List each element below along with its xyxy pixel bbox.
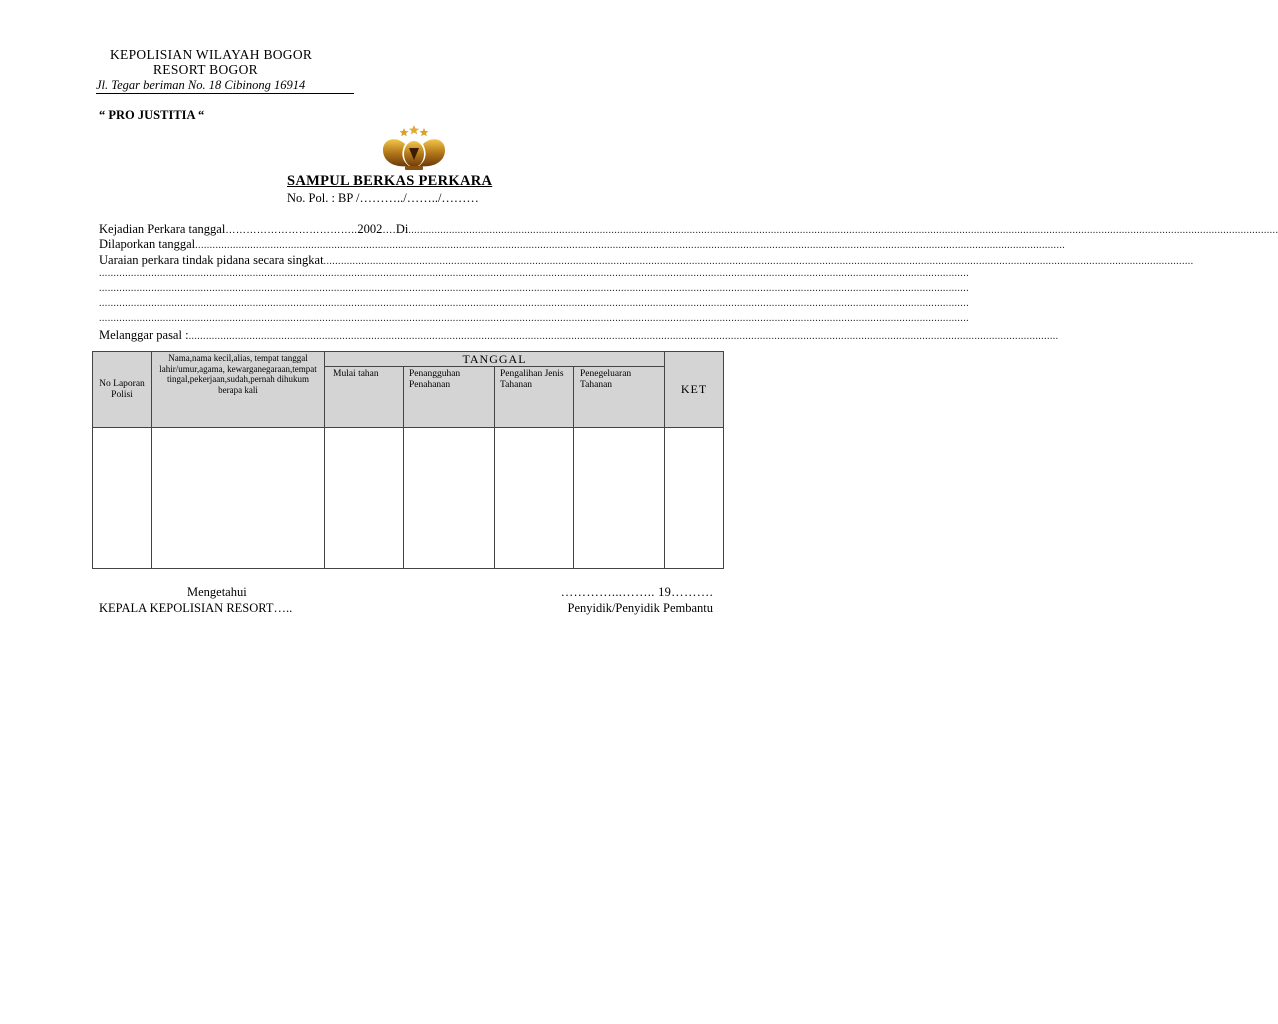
dilaporkan-line (99, 237, 1066, 252)
mengetahui-label: Mengetahui (187, 585, 247, 599)
police-number-line: No. Pol. : BP /………../……../……… (287, 191, 479, 205)
uraian-label: Uaraian perkara tindak pidana secara singkat (99, 253, 324, 267)
header-pengeluaran: Penegeluaran Tahanan (574, 367, 665, 428)
uraian-line-4 (99, 298, 969, 313)
kejadian-line (99, 222, 1278, 237)
uraian-dots: ............................................................................................................................................................................................................................................................................................................ (323, 256, 1194, 267)
cell-penangguhan[interactable] (404, 428, 495, 569)
header-pengalihan: Pengalihan Jenis Tahanan (495, 367, 574, 428)
header-ket: KET (665, 352, 724, 428)
header-address: Jl. Tegar beriman No. 18 Cibinong 16914 (96, 78, 354, 94)
document-title: SAMPUL BERKAS PERKARA (287, 173, 493, 189)
police-emblem-icon (379, 124, 449, 172)
case-table (92, 351, 724, 569)
kejadian-location-dots: ............................................................................................................................................................................................................................................................................................................ (408, 225, 1278, 236)
kejadian-location-label: Di (395, 222, 409, 236)
uraian-line-5 (99, 313, 969, 328)
header-mulai-tahan: Mulai tahan (325, 367, 404, 428)
melanggar-dots: ............................................................................................................................................................................................................................................................................................................ (188, 331, 1059, 342)
uraian-line-2 (99, 268, 969, 283)
dots-line: ............................................................................................................................................................................................................................................................................................................ (99, 268, 969, 279)
header-agency: KEPOLISIAN WILAYAH BOGOR (110, 47, 313, 62)
header-no-laporan: No Laporan Polisi (93, 352, 152, 428)
penyidik-label: Penyidik/Penyidik Pembantu (567, 601, 713, 615)
kejadian-year: 2002 (357, 222, 383, 236)
dilaporkan-dots: ............................................................................................................................................................................................................................................................................................................ (195, 240, 1066, 251)
signature-date-line: …………...…….. 19………. (560, 585, 713, 599)
kejadian-year-dots: …. (382, 225, 396, 236)
dilaporkan-label: Dilaporkan tanggal (99, 237, 196, 251)
cell-mulai-tahan[interactable] (325, 428, 404, 569)
cell-nama[interactable] (152, 428, 325, 569)
header-tanggal: TANGGAL (325, 352, 665, 367)
kejadian-date-dots: ……………………………….. (225, 225, 358, 236)
dots-line: ............................................................................................................................................................................................................................................................................................................ (99, 283, 969, 294)
dots-line: ............................................................................................................................................................................................................................................................................................................ (99, 313, 969, 324)
melanggar-label: Melanggar pasal : (99, 328, 189, 342)
cell-no-laporan[interactable] (93, 428, 152, 569)
cell-pengalihan[interactable] (495, 428, 574, 569)
kejadian-label: Kejadian Perkara tanggal (99, 222, 226, 236)
header-resort: RESORT BOGOR (153, 62, 258, 77)
uraian-line (99, 253, 1194, 268)
table-row (93, 428, 724, 569)
kepala-label: KEPALA KEPOLISIAN RESORT….. (99, 601, 293, 615)
header-penangguhan: Penangguhan Penahanan (404, 367, 495, 428)
cell-pengeluaran[interactable] (574, 428, 665, 569)
pro-justitia-label: “ PRO JUSTITIA “ (99, 108, 205, 122)
cell-ket[interactable] (665, 428, 724, 569)
header-nama: Nama,nama kecil,alias, tempat tanggal lahir/umur,agama, kewarganegaraan,tempat tingal,pekerjaan,sudah,pernah dihukum berapa kali (152, 352, 325, 428)
dots-line: ............................................................................................................................................................................................................................................................................................................ (99, 298, 969, 309)
uraian-line-3 (99, 283, 969, 298)
melanggar-line (99, 328, 1059, 343)
